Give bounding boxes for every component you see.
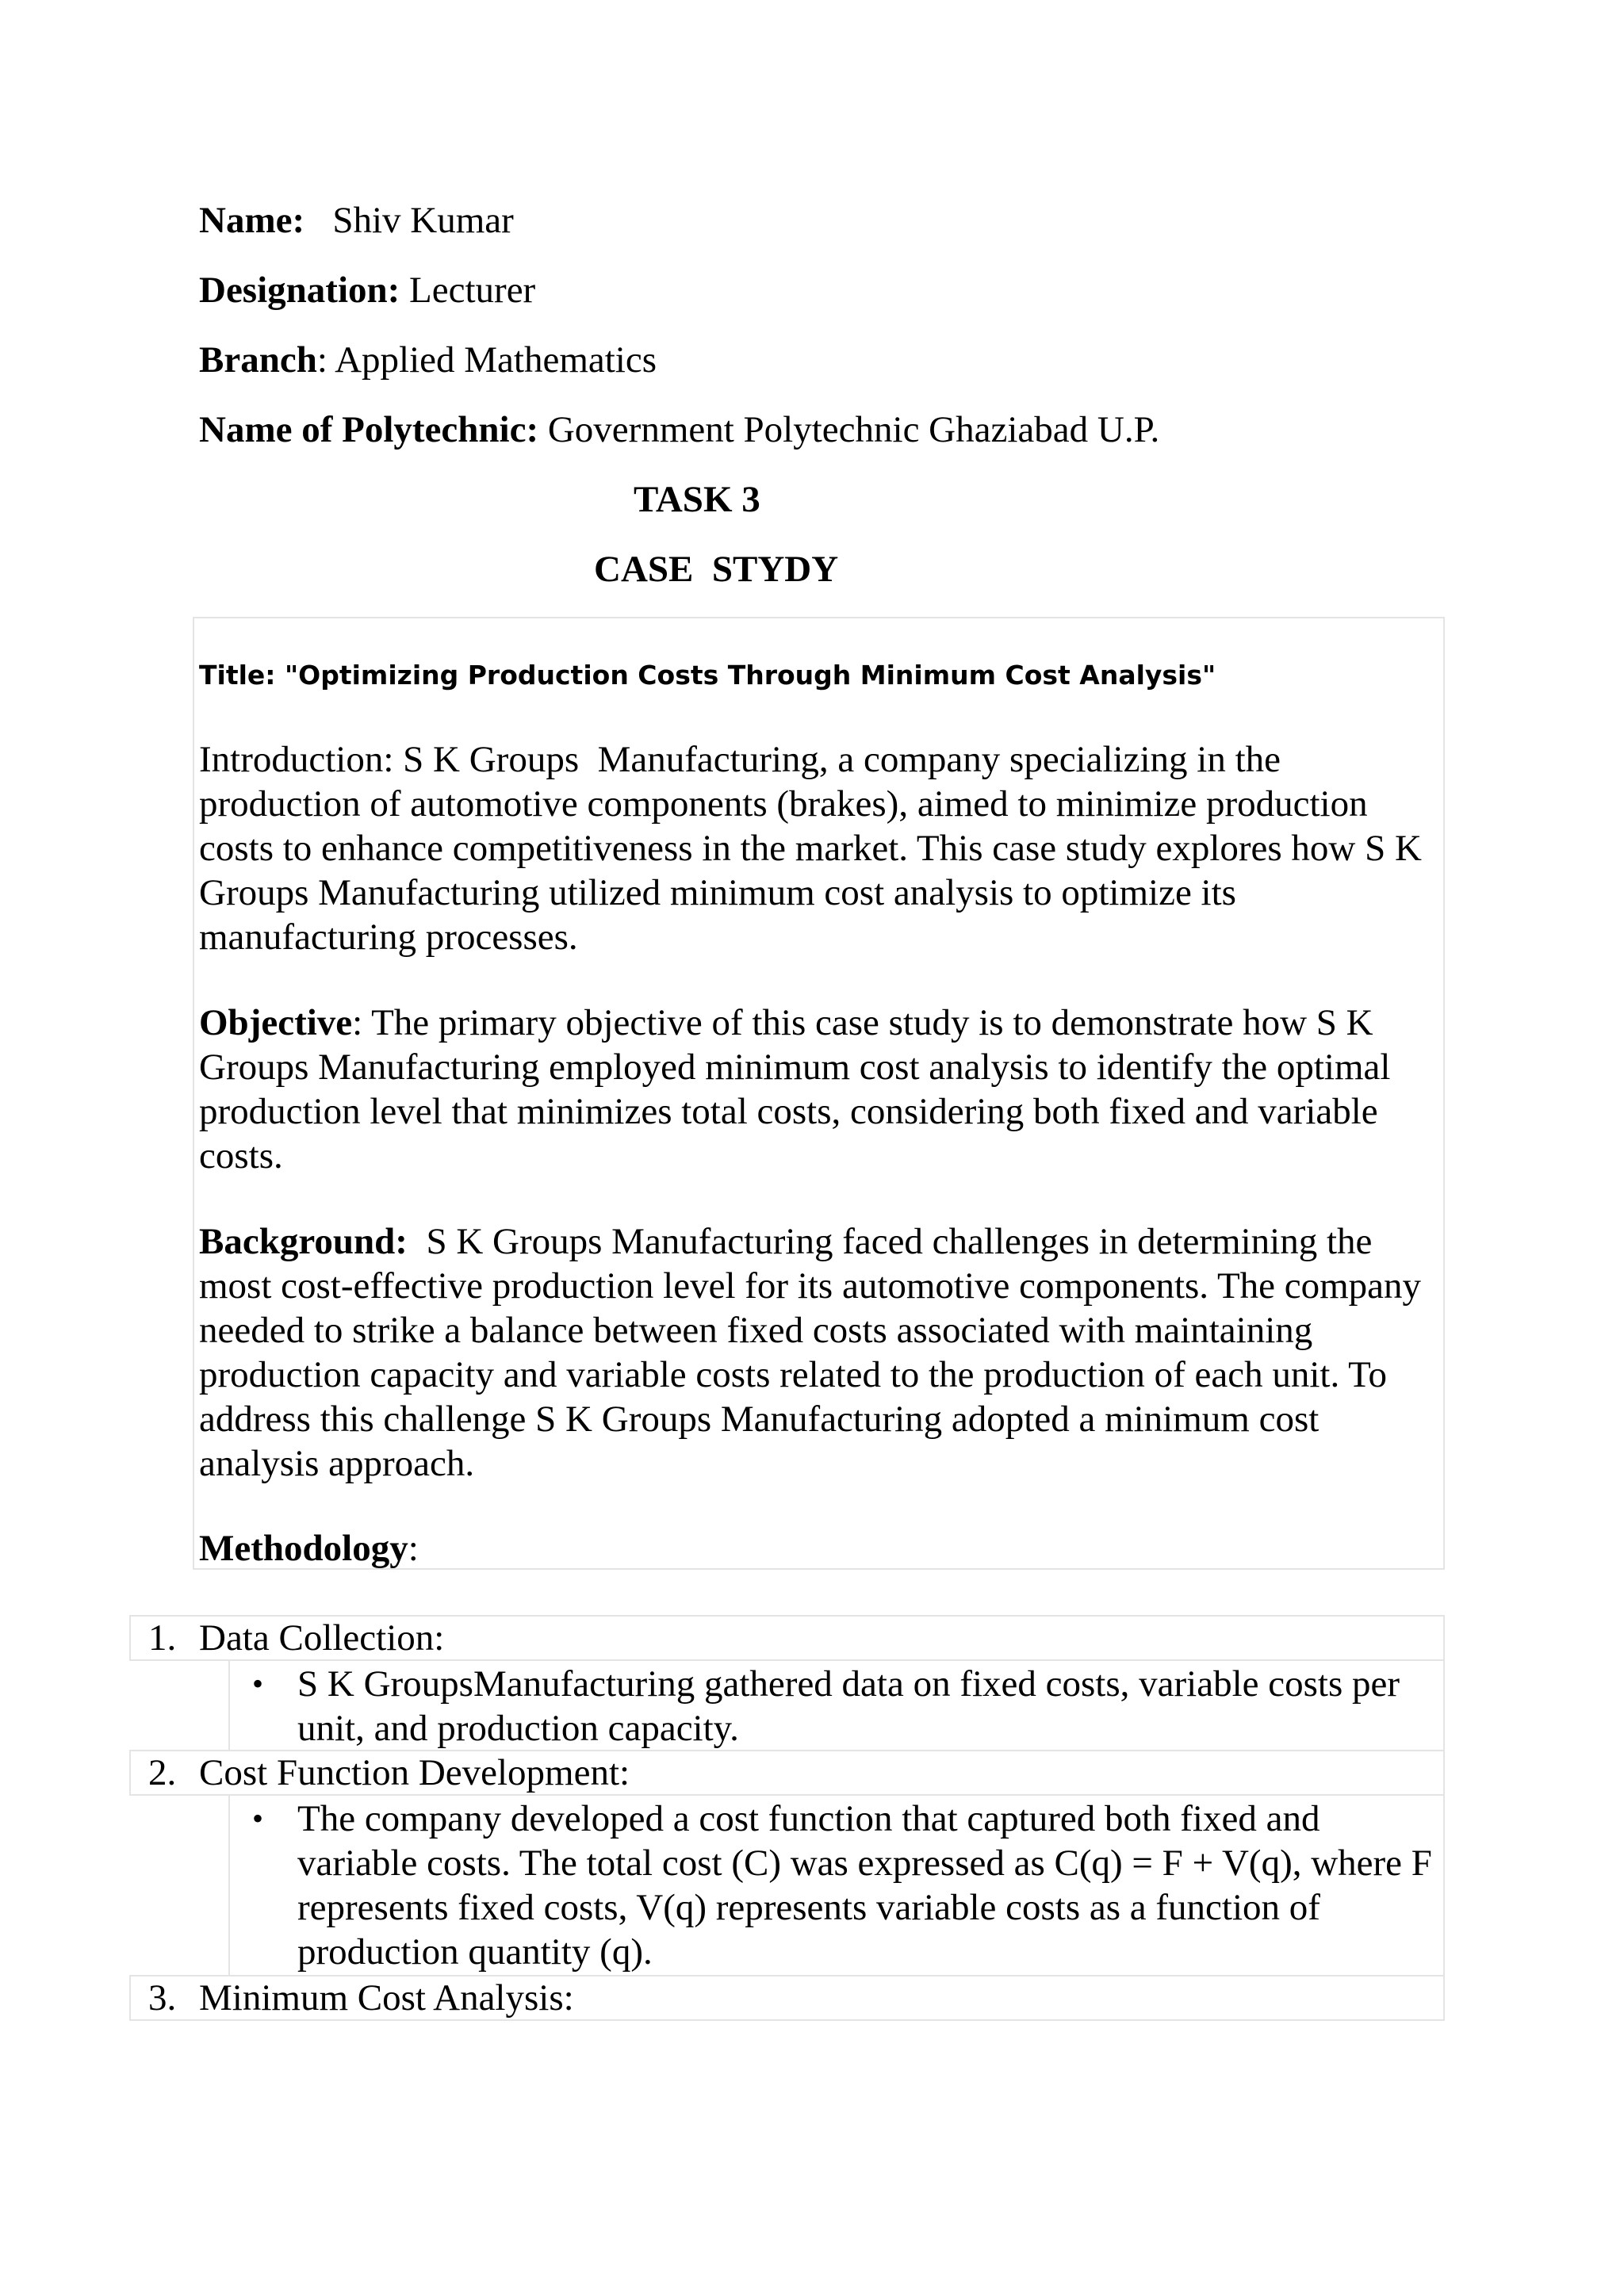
polytechnic-value: Government Polytechnic Ghaziabad U.P. [547, 409, 1160, 450]
methodology-label: Methodology [199, 1528, 408, 1569]
branch-line [199, 338, 657, 382]
methodology-suffix: : [408, 1528, 419, 1569]
step-bullet-text: S K GroupsManufacturing gathered data on fixed costs, variable costs per unit, and production capacity. [297, 1663, 1400, 1749]
bullet-icon: • [252, 1666, 264, 1701]
designation-label: Designation: [199, 270, 400, 311]
polytechnic-label: Name of Polytechnic: [199, 409, 539, 450]
methodology-heading [199, 1526, 1440, 1571]
case-title: Title: "Optimizing Production Costs Through Minimum Cost Analysis" [199, 660, 1216, 691]
case-study-heading: CASE STYDY [594, 549, 839, 590]
designation-value: Lecturer [409, 270, 536, 311]
objective-label: Objective [199, 1002, 353, 1043]
step-bullet-text: The company developed a cost function that captured both fixed and variable costs. The total cost (C) was expressed as C(q) = F + V(q), where F represents fixed costs, V(q) represents variable costs as a function of production quantity (q). [297, 1798, 1432, 1973]
step-number: 3. [148, 1977, 177, 2019]
step-number: 1. [148, 1617, 177, 1659]
background-text: S K Groups Manufacturing faced challenges in determining the most cost-effective production level for its automotive components. The company needed to strike a balance between fixed costs associated with maintaining production capacity and variable costs related to the production of each unit. To address this challenge S K Groups Manufacturing adopted a minimum cost analysis approach. [199, 1221, 1431, 1484]
step-title: Cost Function Development: [199, 1752, 630, 1793]
branch-value: : Applied Mathematics [316, 339, 657, 381]
name-line [199, 198, 514, 243]
task-heading: TASK 3 [634, 479, 760, 520]
name-label: Name: [199, 200, 305, 241]
polytechnic-line [199, 408, 1159, 452]
bullet-icon: • [252, 1800, 264, 1836]
step-title: Minimum Cost Analysis: [199, 1977, 574, 2019]
branch-label: Branch [199, 339, 317, 381]
introduction-paragraph: Introduction: S K Groups Manufacturing, a company specializing in the production of automotive components (brakes), aimed to minimize production costs to enhance competitiveness in the market. This case study explores how S K Groups Manufacturing utilized minimum cost analysis to optimize its manufacturing processes. [199, 739, 1431, 958]
designation-line [199, 268, 535, 312]
step-title: Data Collection: [199, 1617, 445, 1659]
step-number: 2. [148, 1752, 177, 1793]
name-value: Shiv Kumar [332, 200, 514, 241]
background-label: Background: [199, 1221, 408, 1262]
objective-text: : The primary objective of this case study is to demonstrate how S K Groups Manufacturing employed minimum cost analysis to identify the optimal production level that minimizes total costs, considering both fixed and variable costs. [199, 1002, 1391, 1177]
objective-paragraph [199, 1001, 1440, 1178]
background-paragraph [199, 1219, 1440, 1486]
